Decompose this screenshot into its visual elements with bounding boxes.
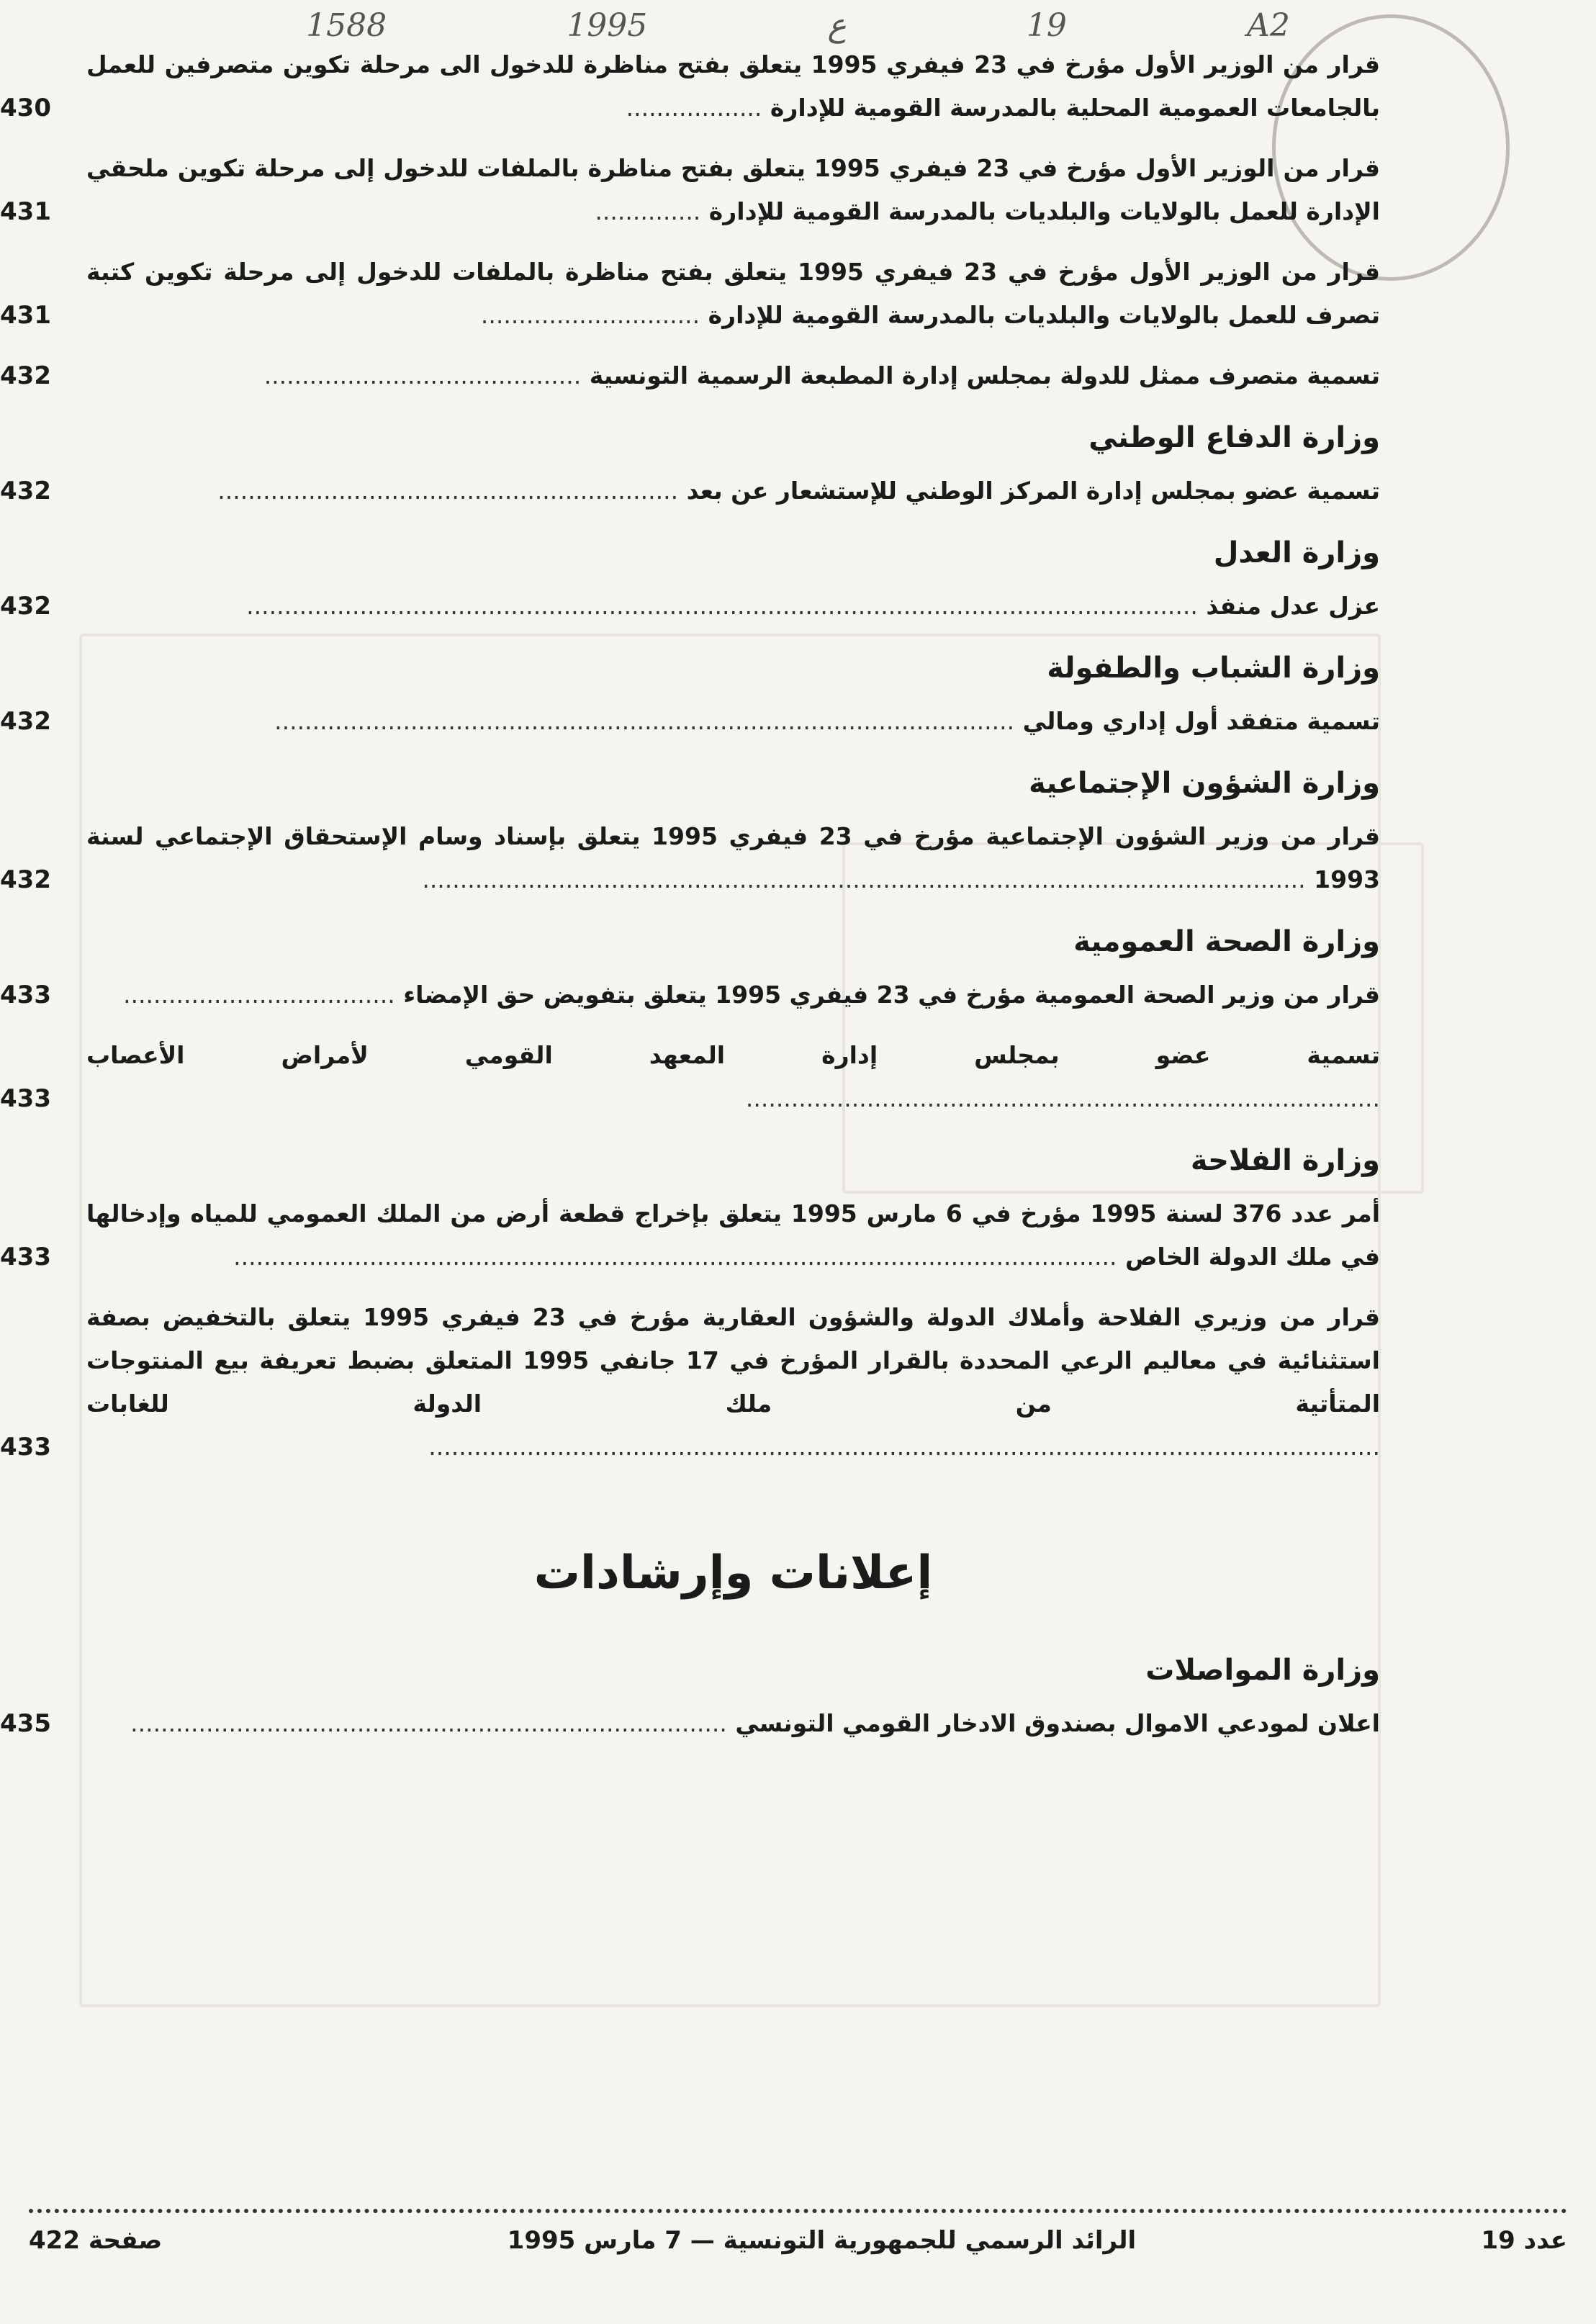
entry-page: 433 bbox=[0, 981, 51, 1009]
footer-issue: عدد 19 bbox=[1481, 2226, 1567, 2255]
dot-leader: ..................................................................................................................... bbox=[233, 1243, 1117, 1271]
toc-entry[interactable] bbox=[0, 1192, 1381, 1279]
section-justice bbox=[0, 531, 1380, 628]
ministry-heading: وزارة الشباب والطفولة bbox=[1047, 652, 1380, 685]
scan-mark: 1588 bbox=[306, 6, 387, 44]
entry-page: 430 bbox=[0, 94, 51, 122]
entry-text: أمر عدد 376 لسنة 1995 مؤرخ في 6 مارس 1995 يتعلق بإخراج قطعة أرض من الملك العمومي للمياه وإدخالها في ملك الدولة الخاص bbox=[86, 1199, 1381, 1271]
toc-entry[interactable] bbox=[0, 1296, 1380, 1469]
dot-leader: .............. bbox=[595, 197, 701, 225]
section-communications bbox=[0, 1649, 1380, 1745]
entry-text: عزل عدل منفذ bbox=[1206, 592, 1380, 620]
dot-leader: .................. bbox=[626, 94, 762, 122]
entry-text: قرار من وزيري الفلاحة وأملاك الدولة والشؤون العقارية مؤرخ في 23 فيفري 1995 يتعلق بالتخفيض بصفة استثنائية في معاليم الرعي المحددة بالقرار المؤرخ في 17 جانفي 1995 المتعلق بضبط تعريفة بيع المنتوجات المتأتية من ملك الدولة للغابات bbox=[86, 1303, 1380, 1418]
toc-entry[interactable] bbox=[0, 43, 1380, 130]
footer-page: صفحة 422 bbox=[29, 2226, 163, 2255]
entry-text: تسمية متفقد أول إداري ومالي bbox=[1022, 707, 1380, 735]
dot-leader: .............................................................................................................................. bbox=[246, 592, 1198, 620]
toc-entry[interactable] bbox=[0, 354, 1380, 397]
dot-leader: .......................................... bbox=[263, 361, 582, 389]
entry-page: 432 bbox=[0, 361, 51, 390]
entry-page: 435 bbox=[0, 1709, 51, 1738]
dot-leader: .................................................................................................. bbox=[274, 707, 1015, 735]
toc-entry[interactable] bbox=[0, 973, 1380, 1017]
entry-text: تسمية متصرف ممثل للدولة بمجلس إدارة المطبعة الرسمية التونسية bbox=[589, 361, 1380, 389]
ministry-heading: وزارة الشؤون الإجتماعية bbox=[1028, 767, 1380, 800]
entry-page: 431 bbox=[0, 301, 51, 330]
entry-page: 432 bbox=[0, 477, 51, 505]
scan-mark: 19 bbox=[1026, 6, 1067, 44]
entry-page: 431 bbox=[0, 197, 51, 226]
entry-text: اعلان لمودعي الاموال بصندوق الادخار القومي التونسي bbox=[735, 1709, 1380, 1737]
dot-leader: ............................................................................... bbox=[130, 1709, 727, 1737]
toc-entry[interactable] bbox=[0, 1702, 1380, 1745]
toc-entry[interactable] bbox=[0, 700, 1380, 743]
ministry-heading: وزارة الدفاع الوطني bbox=[1088, 421, 1380, 454]
scan-mark: A2 bbox=[1247, 6, 1290, 44]
dot-leader: ..................................................................................................................... bbox=[422, 865, 1306, 893]
toc-entry[interactable] bbox=[0, 147, 1380, 233]
announcements-title: إعلانات وإرشادات bbox=[533, 1546, 933, 1600]
section-agriculture bbox=[0, 1139, 1381, 1469]
section-defense bbox=[0, 416, 1380, 513]
section-youth bbox=[0, 647, 1380, 743]
entry-page: 432 bbox=[0, 707, 51, 736]
ministry-heading: وزارة العدل bbox=[1213, 536, 1380, 569]
entry-text: قرار من الوزير الأول مؤرخ في 23 فيفري 1995 يتعلق بفتح مناظرة بالملفات للدخول إلى مرحلة تكوين كتبة تصرف للعمل بالولايات والبلديات بالمدرسة القومية للإدارة bbox=[86, 258, 1380, 329]
section-social-affairs bbox=[0, 762, 1380, 901]
scan-mark: ع bbox=[827, 6, 847, 44]
toc-entry[interactable] bbox=[0, 1034, 1380, 1120]
toc-entry[interactable] bbox=[0, 815, 1380, 901]
ministry-heading: وزارة الفلاحة bbox=[1190, 1144, 1380, 1177]
scan-mark: 1995 bbox=[567, 6, 648, 44]
dot-leader: .................................... bbox=[123, 981, 395, 1009]
toc-entry[interactable] bbox=[0, 469, 1380, 513]
entry-text: قرار من وزير الشؤون الإجتماعية مؤرخ في 23 فيفري 1995 يتعلق بإسناد وسام الإستحقاق الإجتماعي لسنة 1993 bbox=[86, 822, 1380, 893]
entry-page: 433 bbox=[0, 1084, 51, 1113]
ministry-heading: وزارة الصحة العمومية bbox=[1073, 925, 1380, 958]
footer-divider bbox=[29, 2209, 1567, 2213]
dot-leader: ............................. bbox=[480, 301, 700, 329]
entry-page: 433 bbox=[0, 1243, 51, 1271]
ministry-heading: وزارة المواصلات bbox=[1145, 1654, 1380, 1687]
footer-journal: الرائد الرسمي للجمهورية التونسية — 7 مارس 1995 bbox=[507, 2226, 1137, 2255]
table-of-contents bbox=[0, 43, 1381, 1762]
entry-page: 432 bbox=[0, 865, 51, 894]
entry-text: تسمية عضو بمجلس إدارة المركز الوطني للإستشعار عن بعد bbox=[686, 477, 1380, 505]
page-footer bbox=[29, 2226, 1567, 2255]
toc-entry[interactable] bbox=[0, 251, 1380, 337]
entry-text: قرار من الوزير الأول مؤرخ في 23 فيفري 1995 يتعلق بفتح مناظرة بالملفات للدخول إلى مرحلة تكوين ملحقي الإدارة للعمل بالولايات والبلديات بالمدرسة القومية للإدارة bbox=[86, 154, 1380, 225]
dot-leader: .............................................................................................................................. bbox=[428, 1433, 1380, 1461]
entry-text: قرار من الوزير الأول مؤرخ في 23 فيفري 1995 يتعلق بفتح مناظرة للدخول الى مرحلة تكوين متصرفين للعمل بالجامعات العمومية المحلية بالمدرسة القومية للإدارة bbox=[86, 50, 1380, 122]
entry-text: تسمية عضو بمجلس إدارة المعهد القومي لأمراض الأعصاب bbox=[86, 1041, 1380, 1069]
dot-leader: .................................................................................... bbox=[745, 1084, 1380, 1112]
section-public-health bbox=[0, 920, 1380, 1120]
section-prime-minister bbox=[0, 43, 1380, 397]
entry-page: 432 bbox=[0, 592, 51, 621]
entry-page: 433 bbox=[0, 1433, 51, 1461]
entry-text: قرار من وزير الصحة العمومية مؤرخ في 23 فيفري 1995 يتعلق بتفويض حق الإمضاء bbox=[403, 981, 1380, 1009]
dot-leader: ............................................................. bbox=[217, 477, 679, 505]
toc-entry[interactable] bbox=[0, 585, 1380, 628]
